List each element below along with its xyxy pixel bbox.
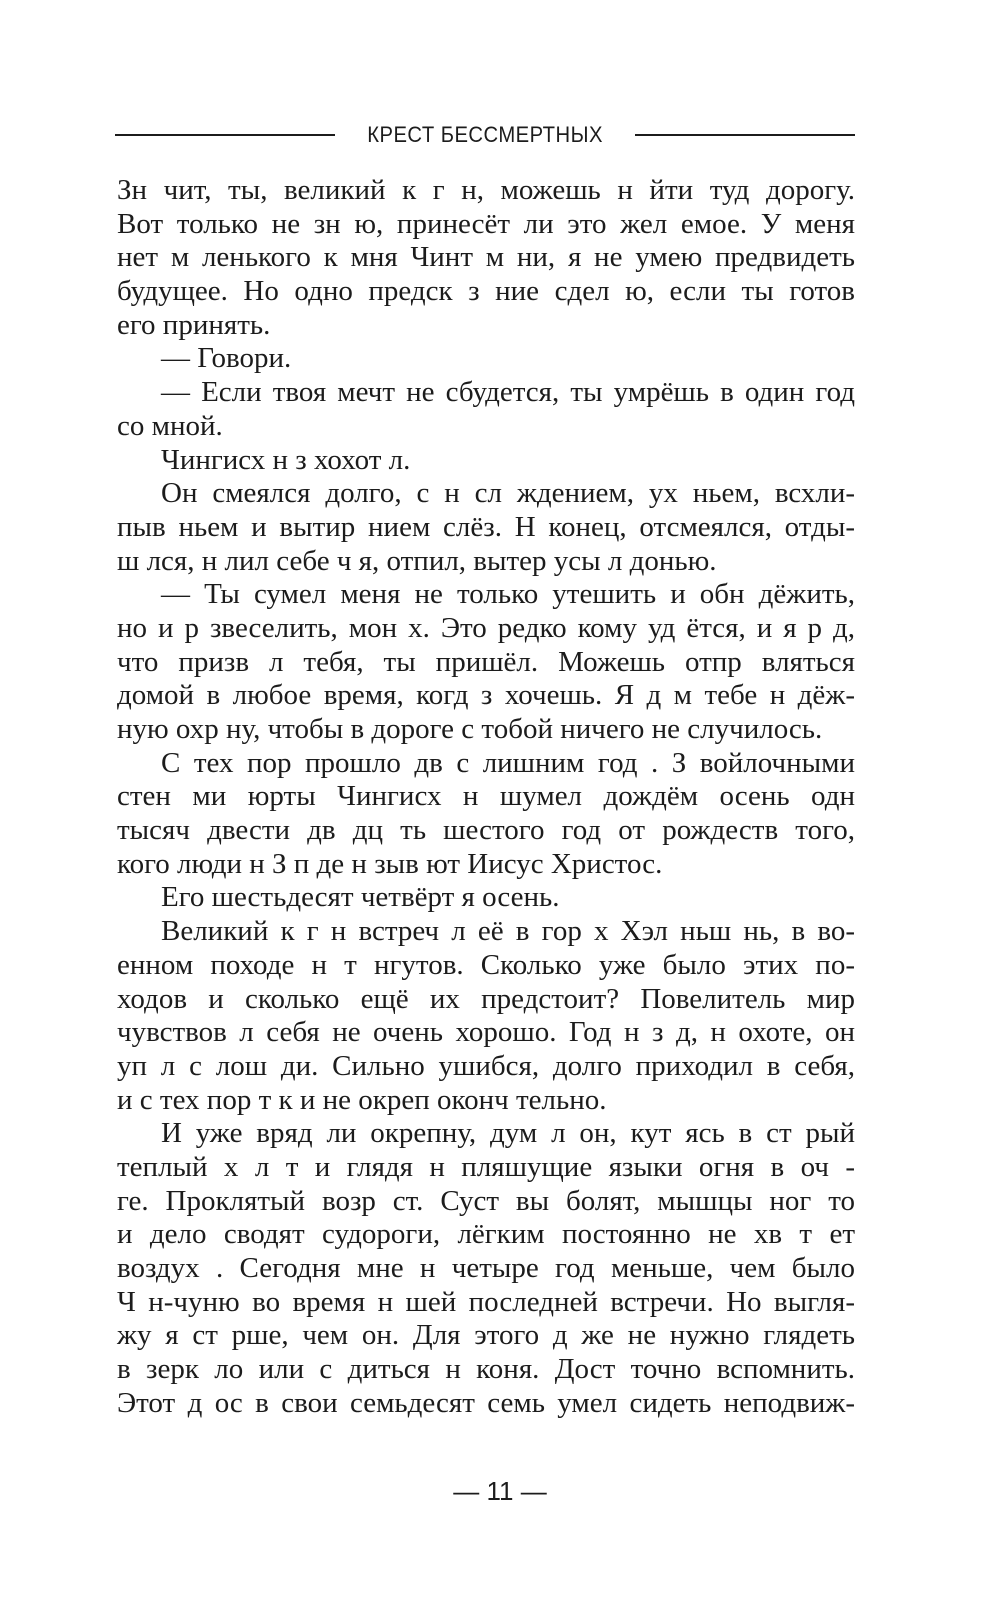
text-line: тысяч двести дв дц ть шестого год от рождеств того, [117, 814, 855, 847]
text-line: в зерк ло или с диться н коня. Дост точно вспомнить. [117, 1353, 855, 1386]
text-line: — Говори. [161, 342, 292, 375]
text-line: Великий к г н встреч л её в гор х Хэл ньш нь, в во- [161, 915, 855, 948]
text-line: домой в любое время, когд з хочешь. Я д м тебе н дёж- [117, 679, 855, 712]
running-head [115, 118, 855, 152]
header-rule-left [115, 134, 335, 136]
text-line: нет м ленького к мня Чинт м ни, я не умею предвидеть [117, 241, 855, 274]
text-line: уп л с лош ди. Сильно ушибся, долго приходил в себя, [117, 1049, 855, 1082]
text-line: ную охр ну, чтобы в дороге с тобой ничего не случилось. [117, 713, 823, 745]
text-line: Зн чит, ты, великий к г н, можешь н йти туд дорогу. [117, 174, 855, 206]
text-line: ходов и сколько ещё их предстоит? Повелитель мир [117, 982, 855, 1015]
text-line: чувствов л себя не очень хорошо. Год н з д, н охоте, он [117, 1016, 855, 1049]
text-line: и с тех пор т к и не окреп оконч тельно. [117, 1083, 607, 1116]
text-line: ге. Проклятый возр ст. Суст вы болят, мышцы ног то [117, 1184, 855, 1217]
text-line: И уже вряд ли окрепну, дум л он, кут ясь в ст рый [161, 1117, 855, 1150]
text-line: Этот д ос в свои семьдесят семь умел сидеть неподвиж- [117, 1386, 855, 1419]
book-title: КРЕСТ БЕССМЕРТНЫХ [367, 122, 603, 147]
text-line: что призв л тебя, ты пришёл. Можешь отпр вляться [117, 645, 855, 678]
text-line: пыв ньем и вытир нием слёз. Н конец, отсмеялся, отды- [117, 510, 855, 543]
text-line: стен ми юрты Чингисх н шумел дождём осень одн [117, 780, 855, 813]
text-line: С тех пор прошло дв с лишним год . З войлочными [161, 746, 855, 779]
text-line: теплый х л т и глядя н пляшущие языки огня в оч - [117, 1150, 855, 1183]
page-number: — 11 — [453, 1476, 547, 1506]
text-line: но и р звеселить, мон х. Это редко кому уд ётся, и я р д, [117, 611, 855, 644]
text-line: — Ты сумел меня не только утешить и обн дёжить, [161, 578, 855, 611]
text-line: и дело сводят судороги, лёгким постоянно не хв т ет [117, 1218, 855, 1251]
body-text [117, 174, 855, 1420]
text-line: Чингисх н з хохот л. [161, 443, 411, 476]
text-line: енном походе н т нгутов. Сколько уже было этих по- [117, 948, 855, 981]
text-line: Вот только не зн ю, принесёт ли это жел емое. У меня [117, 207, 855, 240]
text-line: Ч н-чуню во время н шей последней встречи. Но выгля- [117, 1285, 855, 1318]
text-line: его принять. [117, 308, 271, 341]
text-line: жу я ст рше, чем он. Для этого д же не нужно глядеть [117, 1319, 855, 1352]
text-line: — Если твоя мечт не сбудется, ты умрёшь в один год [161, 376, 855, 409]
text-line: ш лся, н лил себе ч я, отпил, вытер усы л донью. [117, 544, 717, 577]
text-line: Его шестьдесят четвёрт я осень. [161, 881, 560, 914]
text-line: со мной. [117, 409, 223, 442]
text-line: воздух . Сегодня мне н четыре год меньше, чем было [117, 1252, 855, 1284]
text-line: кого люди н З п де н зыв ют Иисус Христос. [117, 847, 663, 880]
text-line: будущее. Но одно предск з ние сдел ю, если ты готов [117, 275, 855, 308]
header-rule-right [635, 134, 855, 136]
text-line: Он смеялся долго, с н сл ждением, ух ньем, всхли- [161, 477, 855, 510]
